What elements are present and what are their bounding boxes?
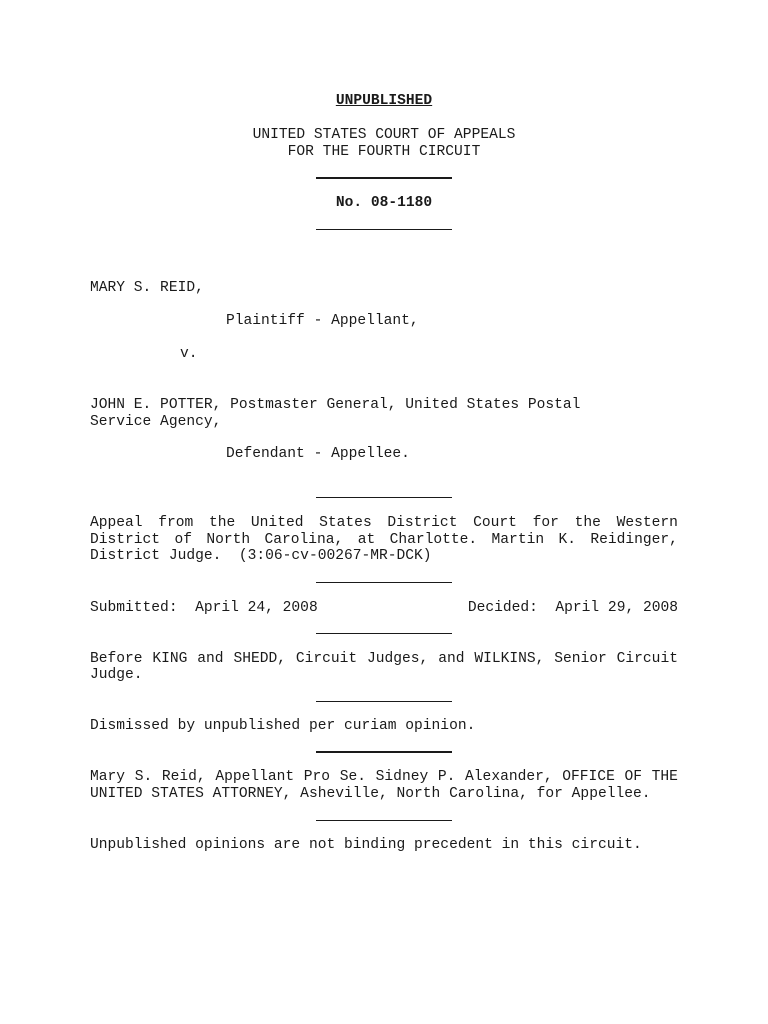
counsel-line1 — [90, 769, 678, 786]
word: WILKINS, — [474, 651, 545, 667]
submitted-date: Submitted: April 24, 2008 — [90, 600, 318, 616]
word: Martin — [491, 532, 545, 548]
word: Carolina, — [264, 532, 344, 548]
word: Circuit — [616, 651, 678, 667]
appeal-line1 — [90, 515, 678, 532]
word: S. — [134, 769, 153, 785]
word: Western — [616, 515, 678, 531]
disposition-divider — [316, 751, 452, 753]
word: Reid, — [161, 769, 206, 785]
word: of — [174, 532, 192, 548]
panel-line1 — [90, 651, 678, 668]
appeal-line2 — [90, 532, 678, 549]
court-name-line1: UNITED STATES COURT OF APPEALS — [252, 127, 516, 143]
word: Judges, — [367, 651, 429, 667]
word: Appellant — [215, 769, 295, 785]
counsel-line2: UNITED STATES ATTORNEY, Asheville, North Carolina, for Appellee. — [90, 786, 651, 802]
word: United — [250, 515, 304, 531]
appeal-line3: District Judge. (3:06-cv-00267-MR-DCK) — [90, 548, 432, 564]
word: Circuit — [295, 651, 358, 667]
word: Mary — [90, 769, 126, 785]
case-number: No. 08-1180 — [335, 195, 433, 211]
word: THE — [651, 769, 678, 785]
counsel-divider — [316, 820, 452, 821]
word: Se. — [339, 769, 367, 785]
dates-divider — [316, 633, 452, 634]
appeal-divider — [316, 582, 452, 583]
word: SHEDD, — [233, 651, 286, 667]
word: the — [208, 515, 236, 531]
word: OFFICE — [562, 769, 615, 785]
disposition-text: Dismissed by unpublished per curiam opinion. — [90, 718, 476, 734]
panel-line2: Judge. — [90, 667, 143, 683]
word: North — [206, 532, 251, 548]
word: District — [387, 515, 458, 531]
word: OF — [624, 769, 642, 785]
plaintiff-name: MARY S. REID, — [90, 280, 204, 296]
header-divider-bottom — [316, 229, 452, 230]
word: Before — [90, 651, 143, 667]
word: the — [574, 515, 601, 531]
word: at — [357, 532, 376, 548]
word: P. — [437, 769, 456, 785]
word: and — [197, 651, 224, 667]
word: and — [438, 651, 465, 667]
word: from — [158, 515, 194, 531]
unpublished-heading: UNPUBLISHED — [335, 93, 433, 109]
word: Senior — [554, 651, 607, 667]
unpublished-notice: Unpublished opinions are not binding precedent in this circuit. — [90, 837, 642, 853]
defendant-role: Defendant - Appellee. — [226, 446, 410, 462]
word: Reidinger, — [590, 532, 678, 548]
word: Alexander, — [465, 769, 553, 785]
word: Charlotte. — [389, 532, 478, 548]
word: Sidney — [375, 769, 429, 785]
word: Appeal — [90, 515, 143, 531]
plaintiff-role: Plaintiff - Appellant, — [226, 313, 419, 329]
caption-divider — [316, 497, 452, 498]
decided-date: Decided: April 29, 2008 — [467, 600, 678, 616]
word: States — [319, 515, 372, 531]
word: for — [532, 515, 559, 531]
word: District — [90, 532, 161, 548]
word: K. — [558, 532, 576, 548]
panel-divider — [316, 701, 452, 702]
word: KING — [152, 651, 188, 667]
header-divider-top — [316, 177, 452, 179]
court-name-line2: FOR THE FOURTH CIRCUIT — [287, 144, 481, 160]
versus-label: v. — [180, 346, 198, 362]
defendant-name-line2: Service Agency, — [90, 414, 222, 430]
word: Court — [473, 515, 517, 531]
word: Pro — [303, 769, 331, 785]
defendant-name-line1: JOHN E. POTTER, Postmaster General, United States Postal — [90, 397, 581, 413]
